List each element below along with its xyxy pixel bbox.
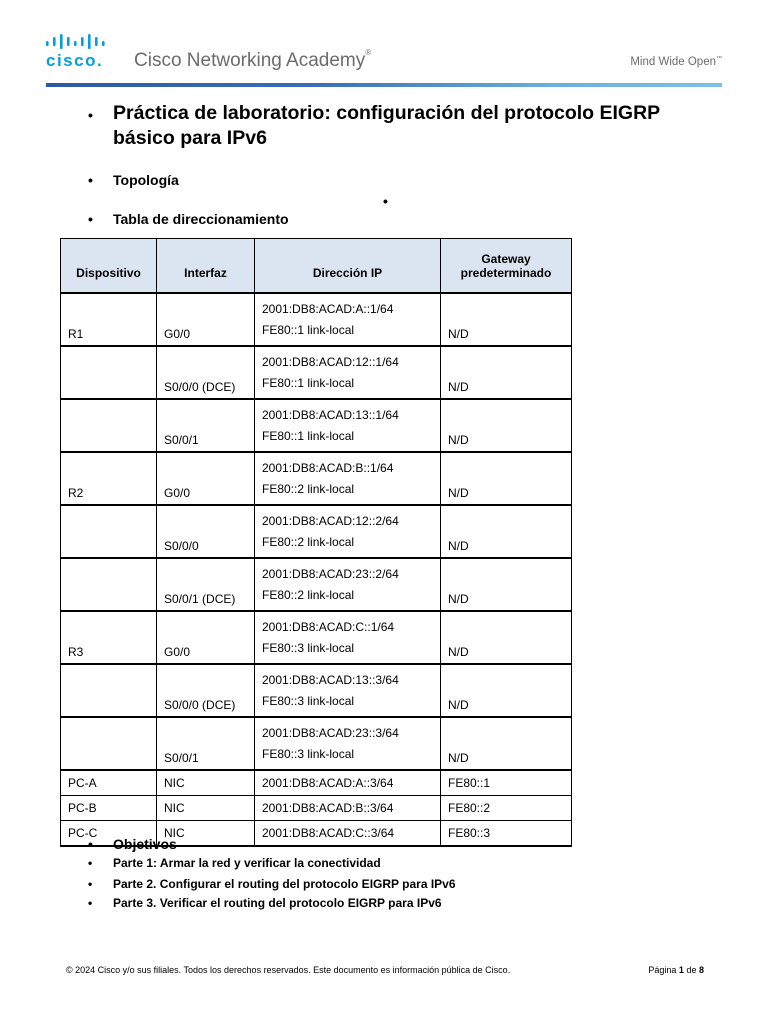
cell-ip [255, 399, 441, 452]
ip-global: 2001:DB8:ACAD:A::1/64 [262, 302, 394, 316]
bullet: • [88, 211, 93, 227]
ip-global: 2001:DB8:ACAD:B::1/64 [262, 461, 394, 475]
cell-interface: S0/0/1 [157, 399, 255, 452]
cell-device: R3 [61, 611, 157, 664]
bullet: • [88, 836, 93, 852]
cell-ip [255, 558, 441, 611]
ip-link-local: FE80::2 link-local [262, 588, 355, 602]
footer-copyright: © 2024 Cisco y/o sus filiales. Todos los derechos reservados. Este documento es información pública de Cisco. [66, 965, 511, 975]
ip-global: 2001:DB8:ACAD:12::1/64 [262, 355, 399, 369]
cell-device: PC-C [61, 821, 157, 847]
ip-link-local: FE80::2 link-local [262, 482, 355, 496]
ip-link-local: FE80::3 link-local [262, 747, 355, 761]
cell-interface: G0/0 [157, 293, 255, 346]
objective-item [88, 856, 381, 871]
cell-ip: 2001:DB8:ACAD:A::3/64 [255, 770, 441, 796]
ip-global: 2001:DB8:ACAD:C::1/64 [262, 620, 395, 634]
cell-ip [255, 452, 441, 505]
cell-device [61, 717, 157, 770]
objectives-heading: Objetivos [113, 836, 177, 852]
table-row [61, 664, 572, 717]
addressing-heading: Tabla de direccionamiento [113, 211, 289, 227]
cell-gateway: FE80::3 [441, 821, 572, 847]
objective-item [88, 877, 456, 892]
table-row [61, 796, 572, 821]
ip-link-local: FE80::2 link-local [262, 535, 355, 549]
ip-link-local: FE80::3 link-local [262, 641, 355, 655]
cell-gateway: N/D [441, 717, 572, 770]
cell-ip [255, 611, 441, 664]
cell-interface: G0/0 [157, 611, 255, 664]
bullet: • [88, 856, 93, 870]
section-objectives [88, 835, 177, 853]
cell-interface: G0/0 [157, 452, 255, 505]
cell-gateway: N/D [441, 558, 572, 611]
cell-gateway: N/D [441, 505, 572, 558]
footer-page-number: Página 1 de 8 [648, 965, 704, 975]
ip-global: 2001:DB8:ACAD:23::3/64 [262, 726, 399, 740]
header-interface: Interfaz [157, 239, 255, 294]
cell-ip [255, 664, 441, 717]
ip-global: 2001:DB8:ACAD:13::1/64 [262, 408, 399, 422]
objective-text: Parte 3. Verificar el routing del protocolo EIGRP para IPv6 [113, 896, 442, 910]
cell-interface: S0/0/0 (DCE) [157, 346, 255, 399]
cell-ip [255, 293, 441, 346]
bullet: • [88, 877, 93, 891]
cell-gateway: N/D [441, 399, 572, 452]
cell-ip [255, 717, 441, 770]
table-row [61, 293, 572, 346]
table-row [61, 717, 572, 770]
ip-global: 2001:DB8:ACAD:13::3/64 [262, 673, 399, 687]
cell-gateway: FE80::1 [441, 770, 572, 796]
cell-interface: S0/0/1 (DCE) [157, 558, 255, 611]
cell-interface: S0/0/0 [157, 505, 255, 558]
cisco-wordmark: cisco. [46, 51, 104, 70]
bullet: • [88, 896, 93, 910]
page-header [0, 0, 768, 90]
objective-text: Parte 2. Configurar el routing del protocolo EIGRP para IPv6 [113, 877, 456, 891]
cell-device: PC-B [61, 796, 157, 821]
cell-gateway: N/D [441, 452, 572, 505]
addressing-table [60, 238, 572, 847]
cell-ip [255, 505, 441, 558]
tagline: Mind Wide Open™ [630, 56, 722, 68]
cell-device: PC-A [61, 770, 157, 796]
cell-interface: NIC [157, 770, 255, 796]
title-row [88, 101, 713, 151]
ip-link-local: FE80::3 link-local [262, 694, 355, 708]
cell-gateway: FE80::2 [441, 796, 572, 821]
table-row [61, 505, 572, 558]
ip-link-local: FE80::1 link-local [262, 376, 355, 390]
cell-device [61, 346, 157, 399]
cell-device [61, 505, 157, 558]
academy-name: Cisco Networking Academy® [134, 48, 372, 71]
cisco-logo-bars-icon [46, 34, 116, 50]
table-header-row [61, 239, 572, 294]
bullet: • [88, 107, 93, 123]
cell-ip: 2001:DB8:ACAD:C::3/64 [255, 821, 441, 847]
cell-interface: S0/0/1 [157, 717, 255, 770]
table-row [61, 399, 572, 452]
table-row [61, 452, 572, 505]
table-row [61, 611, 572, 664]
section-addressing [88, 210, 289, 228]
ip-link-local: FE80::1 link-local [262, 323, 355, 337]
cell-gateway: N/D [441, 346, 572, 399]
bullet: • [88, 172, 93, 188]
cell-interface: NIC [157, 796, 255, 821]
cell-interface: S0/0/0 (DCE) [157, 664, 255, 717]
header-device: Dispositivo [61, 239, 157, 294]
ip-global: 2001:DB8:ACAD:23::2/64 [262, 567, 399, 581]
header-gateway: Gateway predeterminado [441, 239, 572, 294]
topology-heading: Topología [113, 172, 179, 188]
cell-device [61, 664, 157, 717]
table-row [61, 346, 572, 399]
page-title: Práctica de laboratorio: configuración del protocolo EIGRP básico para IPv6 [113, 102, 660, 149]
cell-ip: 2001:DB8:ACAD:B::3/64 [255, 796, 441, 821]
table-row [61, 770, 572, 796]
cell-interface: NIC [157, 821, 255, 847]
objective-item [88, 896, 442, 911]
cell-gateway: N/D [441, 611, 572, 664]
cell-device: R1 [61, 293, 157, 346]
ip-link-local: FE80::1 link-local [262, 429, 355, 443]
table-row [61, 558, 572, 611]
header-ip: Dirección IP [255, 239, 441, 294]
cell-device: R2 [61, 452, 157, 505]
cell-device [61, 558, 157, 611]
section-topology [88, 171, 179, 189]
cell-gateway: N/D [441, 293, 572, 346]
cell-gateway: N/D [441, 664, 572, 717]
objective-text: Parte 1: Armar la red y verificar la conectividad [113, 856, 381, 870]
cell-device [61, 399, 157, 452]
bullet: • [383, 193, 388, 209]
cell-ip [255, 346, 441, 399]
header-rule [46, 83, 722, 87]
ip-global: 2001:DB8:ACAD:12::2/64 [262, 514, 399, 528]
